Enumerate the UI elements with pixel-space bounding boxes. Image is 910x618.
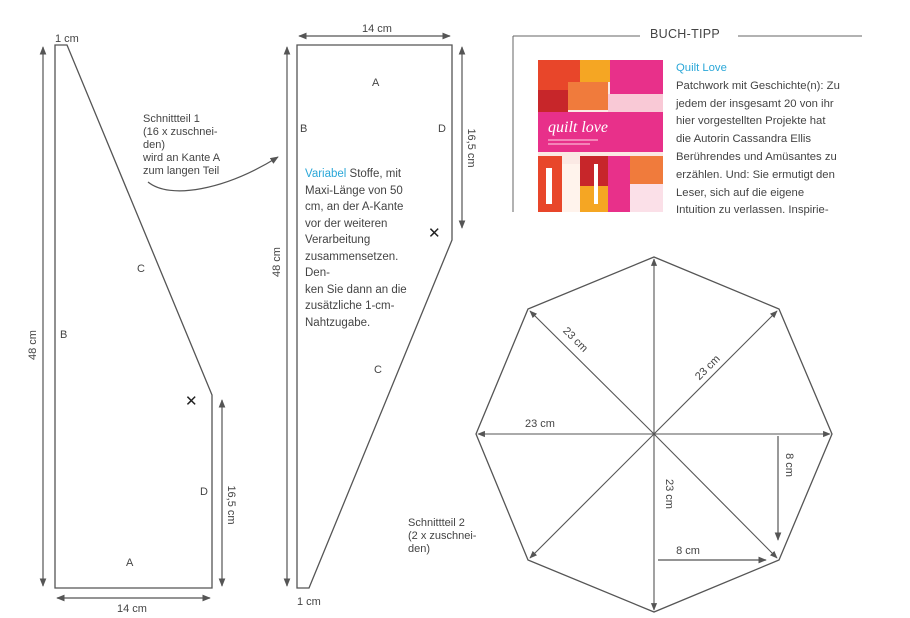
octagon-dim-upleft: 23 cm [560, 325, 590, 355]
book-text-line: Berührendes und Amüsantes zu [676, 150, 837, 163]
piece2-edge-a: A [372, 77, 380, 89]
book-title: Quilt Love [676, 62, 727, 74]
octagon-radius-upright [654, 311, 777, 434]
octagon-bottom-label: 8 cm [676, 545, 700, 557]
piece2-width-label: 14 cm [362, 23, 392, 35]
piece2-text-accent: Variabel [305, 168, 347, 180]
piece1-edge-a: A [126, 557, 134, 569]
piece2-edge-c: C [374, 364, 382, 376]
piece3-note-line: den) [408, 543, 431, 555]
book-text-line: die Autorin Cassandra Ellis [676, 133, 812, 146]
piece2-text-line: zusätzliche 1-cm- [305, 300, 395, 312]
octagon-radius-downleft [530, 434, 654, 558]
piece2-edge-b: B [300, 123, 308, 135]
book-text-line: jedem der insgesamt 20 von ihr [676, 97, 834, 110]
piece1-note-line: Schnittteil 1 [143, 113, 200, 125]
octagon-radius-upleft [530, 311, 654, 434]
piece2-text-line-rest: Stoffe, mit [346, 168, 402, 180]
piece2-text-line [305, 166, 435, 183]
piece1-d-label: 16,5 cm [225, 485, 237, 525]
octagon-side-label: 8 cm [783, 453, 795, 477]
book-text-line: Patchwork mit Geschichte(n): Zu [676, 79, 840, 92]
piece1-note [143, 113, 220, 178]
book-cover [538, 60, 663, 212]
piece2-d-label: 16,5 cm [465, 128, 477, 168]
book-text-line: hier vorgestellten Projekte hat [676, 115, 826, 128]
piece2-text-line: Den- [305, 267, 330, 279]
piece1-note-line: wird an Kante A [143, 152, 221, 164]
piece1-edge-b: B [60, 329, 68, 341]
piece2-text-line: Maxi-Länge von 50 [305, 184, 403, 197]
piece2-text-line: cm, an der A-Kante [305, 201, 404, 213]
book-cover-art [538, 60, 663, 212]
book-text-line: Leser, sich auf die eigene [676, 186, 805, 199]
book-header: BUCH-TIPP [644, 27, 726, 41]
piece2-cross-mark: ✕ [428, 225, 441, 242]
piece1-height-label: 48 cm [27, 330, 39, 360]
piece3-note-line: (2 x zuschnei- [408, 530, 477, 542]
piece2-bottom-label: 1 cm [297, 596, 321, 608]
piece2-text-line: zusammensetzen. [305, 250, 399, 263]
octagon-dim-upright: 23 cm [693, 353, 723, 383]
piece3-octagon [476, 257, 832, 612]
piece2-text-line: ken Sie dann an die [305, 283, 407, 296]
book-text-line: Intuition zu verlassen. Inspirie- [676, 204, 829, 217]
book-text [676, 60, 876, 220]
book-cover-title: quilt love [548, 119, 608, 136]
piece2-edge-d: D [438, 123, 446, 135]
piece1-edge-c: C [137, 263, 145, 275]
piece2-text-line: Verarbeitung [305, 234, 371, 246]
book-text-line: erzählen. Und: Sie ermutigt den [676, 168, 835, 181]
octagon-dim-down: 23 cm [663, 479, 675, 509]
piece1-note-line: den) [143, 139, 166, 151]
piece3-note-line: Schnittteil 2 [408, 517, 465, 529]
piece2-text-line: vor der weiteren [305, 217, 388, 230]
piece1-width-label: 14 cm [117, 603, 147, 615]
piece2-height-label: 48 cm [271, 247, 283, 277]
piece2-text-line: Nahtzugabe. [305, 316, 371, 329]
piece1-note-line: zum langen Teil [143, 165, 220, 177]
piece3-note [408, 517, 476, 556]
piece2-text [305, 166, 435, 331]
piece1-edge-d: D [200, 486, 208, 498]
piece1-cross-mark: ✕ [185, 393, 198, 410]
piece1-note-line: (16 x zuschnei- [143, 126, 218, 138]
piece1-top-label: 1 cm [55, 33, 79, 45]
octagon-dim-left: 23 cm [525, 418, 555, 430]
